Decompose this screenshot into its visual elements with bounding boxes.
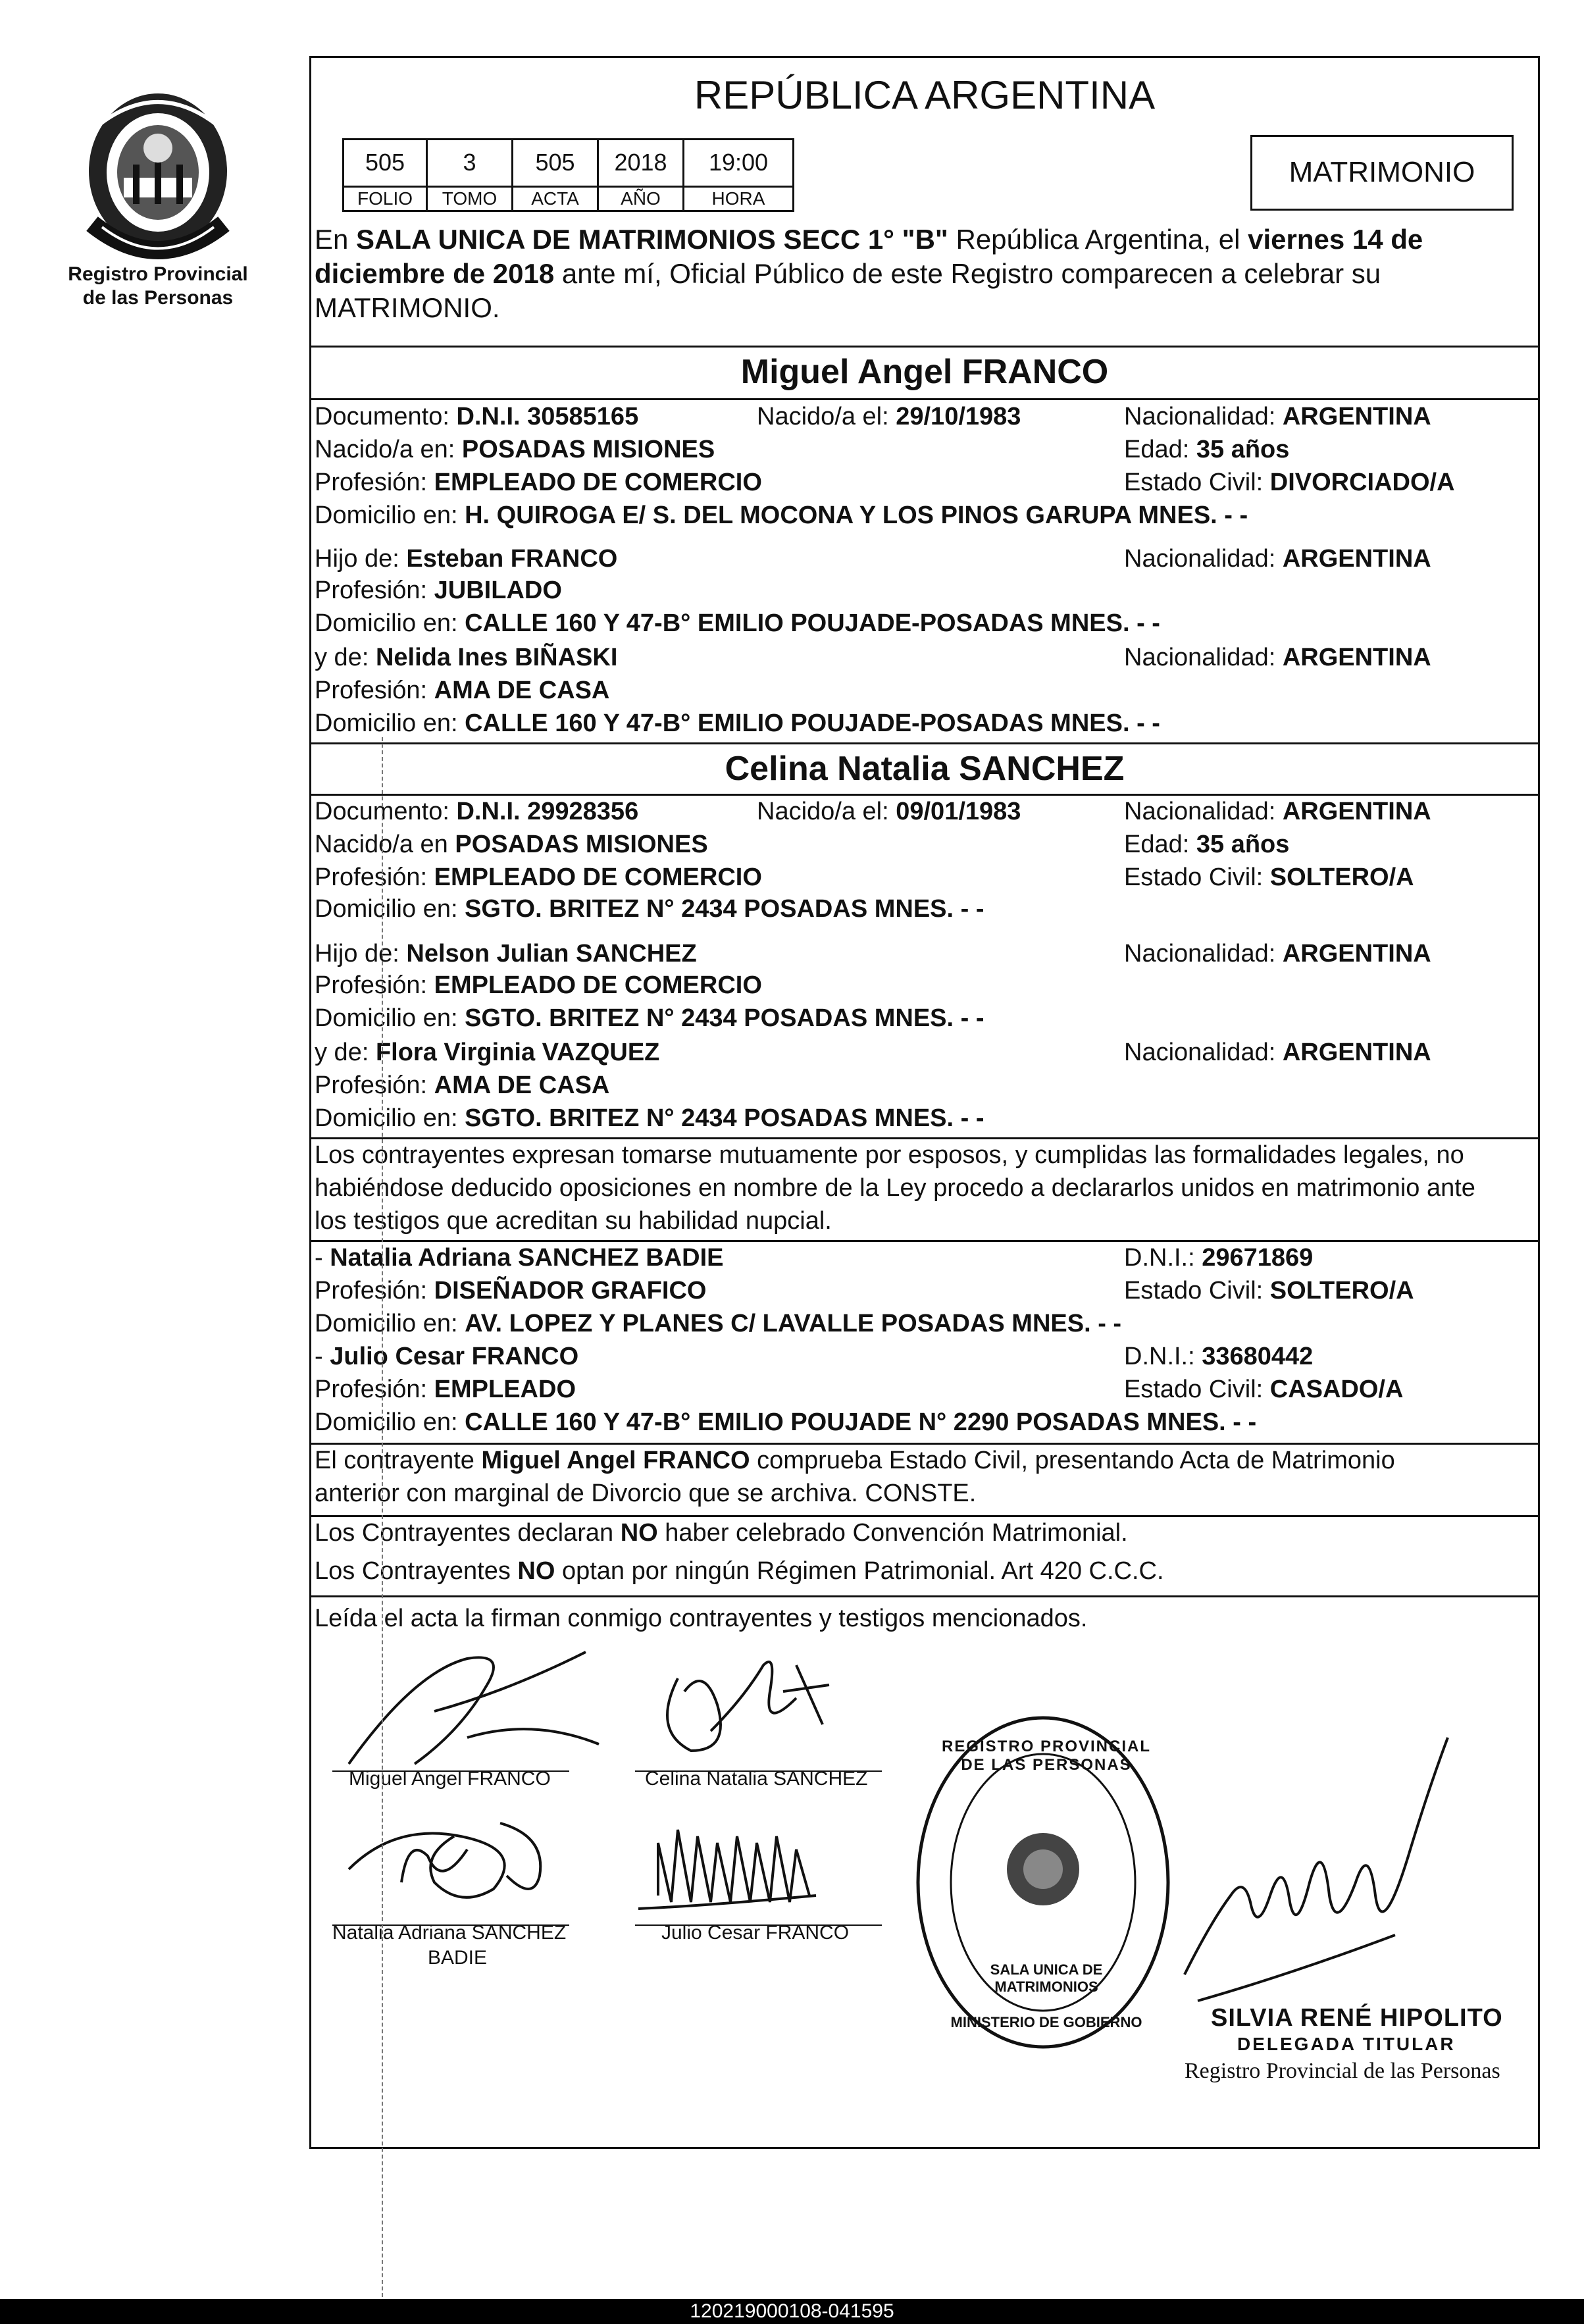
groom-father-nationality: Nacionalidad: ARGENTINA — [1124, 545, 1431, 573]
intro-line1: En SALA UNICA DE MATRIMONIOS SECC 1° "B" República Argentina, el viernes 14 de — [315, 224, 1423, 255]
groom-mother: y de: Nelida Ines BIÑASKI — [315, 644, 618, 671]
official-role: DELEGADA TITULAR — [1237, 2034, 1456, 2054]
signature-groom-icon — [336, 1632, 612, 1777]
stamp-inner-text: SALA UNICA DE MATRIMONIOS — [990, 1961, 1103, 1995]
note-line2: anterior con marginal de Divorcio que se archiva. CONSTE. — [315, 1480, 977, 1507]
intro-line3: MATRIMONIO. — [315, 292, 500, 323]
declaration-line3: los testigos que acreditan su habilidad nupcial. — [315, 1207, 832, 1235]
bride-mother-nationality: Nacionalidad: ARGENTINA — [1124, 1039, 1431, 1066]
signature-witness1-caption: Natalia Adriana SANCHEZ — [332, 1922, 567, 1944]
acta-label: ACTA — [511, 186, 599, 212]
stamp-bottom-text: MINISTERIO DE GOBIERNO — [950, 2014, 1142, 2030]
groom-mother-nationality: Nacionalidad: ARGENTINA — [1124, 644, 1431, 671]
stamp-outer-text: REGISTRO PROVINCIAL DE LAS PERSONAS — [941, 1738, 1152, 1774]
signature-witness2-icon — [632, 1797, 869, 1928]
acta-value: 505 — [511, 138, 599, 188]
bride-address: Domicilio en: SGTO. BRITEZ N° 2434 POSADAS MNES. - - — [315, 895, 984, 923]
witness2-civil-status: Estado Civil: CASADO/A — [1124, 1376, 1404, 1403]
witness1-name: - Natalia Adriana SANCHEZ BADIE — [315, 1244, 724, 1272]
bride-mother-profession: Profesión: AMA DE CASA — [315, 1072, 610, 1099]
bride-civil-status: Estado Civil: SOLTERO/A — [1124, 864, 1414, 891]
witness1-address: Domicilio en: AV. LOPEZ Y PLANES C/ LAVALLE POSADAS MNES. - - — [315, 1310, 1122, 1337]
signature-bride-icon — [632, 1639, 842, 1770]
declaration-line2: habiéndose deducido oposiciones en nombre de la Ley procedo a declararlos unidos en matrimonio ante — [315, 1174, 1475, 1202]
divider — [309, 742, 1540, 744]
divider — [309, 398, 1540, 400]
bride-father-address: Domicilio en: SGTO. BRITEZ N° 2434 POSADAS MNES. - - — [315, 1004, 984, 1032]
groom-born: Nacido/a el: 29/10/1983 — [757, 403, 1021, 430]
hora-label: HORA — [682, 186, 794, 212]
bride-profession: Profesión: EMPLEADO DE COMERCIO — [315, 864, 762, 891]
witness1-dni: D.N.I.: 29671869 — [1124, 1244, 1314, 1272]
margin-dash — [382, 737, 383, 2304]
bride-born: Nacido/a el: 09/01/1983 — [757, 798, 1021, 825]
bride-doc: Documento: D.N.I. 29928356 — [315, 798, 639, 825]
bride-father-nationality: Nacionalidad: ARGENTINA — [1124, 940, 1431, 968]
groom-age: Edad: 35 años — [1124, 436, 1290, 463]
province-seal-icon — [72, 86, 243, 263]
note-line1: El contrayente Miguel Angel FRANCO comprueba Estado Civil, presentando Acta de Matrimonio — [315, 1447, 1395, 1474]
bride-age: Edad: 35 años — [1124, 831, 1290, 858]
hora-value: 19:00 — [682, 138, 794, 188]
bride-birthplace: Nacido/a en POSADAS MISIONES — [315, 831, 708, 858]
divider — [309, 1515, 1540, 1517]
folio-label: FOLIO — [342, 186, 428, 212]
witness1-profession: Profesión: DISEÑADOR GRAFICO — [315, 1277, 707, 1304]
declaration-line1: Los contrayentes expresan tomarse mutuamente por esposos, y cumplidas las formalidades legales, no — [315, 1141, 1464, 1169]
bride-father-profession: Profesión: EMPLEADO DE COMERCIO — [315, 971, 762, 999]
bride-mother-address: Domicilio en: SGTO. BRITEZ N° 2434 POSADAS MNES. - - — [315, 1104, 984, 1132]
anio-label: AÑO — [597, 186, 684, 212]
witness2-name: - Julio Cesar FRANCO — [315, 1343, 579, 1370]
footer-barcode-text: 120219000108-041595 — [690, 2300, 894, 2322]
groom-civil-status: Estado Civil: DIVORCIADO/A — [1124, 469, 1455, 496]
groom-birthplace: Nacido/a en: POSADAS MISIONES — [315, 436, 715, 463]
witness2-profession: Profesión: EMPLEADO — [315, 1376, 576, 1403]
signatures-intro: Leída el acta la firman conmigo contrayentes y testigos mencionados. — [315, 1605, 1088, 1632]
signature-witness1-caption-2: BADIE — [428, 1947, 488, 1969]
signature-official-icon — [1158, 1724, 1461, 2014]
bride-nationality: Nacionalidad: ARGENTINA — [1124, 798, 1431, 825]
groom-address: Domicilio en: H. QUIROGA E/ S. DEL MOCONA Y LOS PINOS GARUPA MNES. - - — [315, 502, 1248, 529]
divider — [309, 1595, 1540, 1597]
groom-mother-profession: Profesión: AMA DE CASA — [315, 677, 610, 704]
signature-groom-caption: Miguel Angel FRANCO — [349, 1768, 551, 1790]
signature-witness1-icon — [329, 1797, 566, 1928]
groom-father-profession: Profesión: JUBILADO — [315, 577, 562, 604]
tomo-value: 3 — [426, 138, 513, 188]
groom-profession: Profesión: EMPLEADO DE COMERCIO — [315, 469, 762, 496]
divider — [309, 346, 1540, 348]
groom-father: Hijo de: Esteban FRANCO — [315, 545, 618, 573]
groom-nationality: Nacionalidad: ARGENTINA — [1124, 403, 1431, 430]
intro-line2: diciembre de 2018 ante mí, Oficial Público de este Registro comparecen a celebrar su — [315, 258, 1381, 289]
anio-value: 2018 — [597, 138, 684, 188]
official-org: Registro Provincial de las Personas — [1185, 2059, 1500, 2083]
bride-father: Hijo de: Nelson Julian SANCHEZ — [315, 940, 697, 968]
divider — [309, 794, 1540, 796]
divider — [309, 1443, 1540, 1445]
groom-doc: Documento: D.N.I. 30585165 — [315, 403, 639, 430]
folio-value: 505 — [342, 138, 428, 188]
groom-name: Miguel Angel FRANCO — [740, 353, 1109, 391]
divider — [309, 1137, 1540, 1139]
official-name: SILVIA RENÉ HIPOLITO — [1211, 2004, 1503, 2032]
logo-caption-line1: Registro Provincial — [68, 263, 248, 285]
witness2-address: Domicilio en: CALLE 160 Y 47-B° EMILIO POUJADE N° 2290 POSADAS MNES. - - — [315, 1408, 1257, 1436]
regime-line2: Los Contrayentes NO optan por ningún Régimen Patrimonial. Art 420 C.C.C. — [315, 1557, 1164, 1585]
tomo-label: TOMO — [426, 186, 513, 212]
logo — [72, 86, 243, 263]
divider — [309, 1240, 1540, 1242]
bride-mother: y de: Flora Virginia VAZQUEZ — [315, 1039, 660, 1066]
signature-witness2-caption: Julio Cesar FRANCO — [661, 1922, 850, 1944]
groom-mother-address: Domicilio en: CALLE 160 Y 47-B° EMILIO POUJADE-POSADAS MNES. - - — [315, 710, 1160, 737]
page-title: REPÚBLICA ARGENTINA — [694, 73, 1156, 117]
signature-bride-caption: Celina Natalia SANCHEZ — [645, 1768, 868, 1790]
bride-name: Celina Natalia SANCHEZ — [725, 750, 1125, 788]
regime-line1: Los Contrayentes declaran NO haber celebrado Convención Matrimonial. — [315, 1519, 1128, 1547]
witness2-dni: D.N.I.: 33680442 — [1124, 1343, 1314, 1370]
doc-type-box: MATRIMONIO — [1250, 135, 1514, 211]
witness1-civil-status: Estado Civil: SOLTERO/A — [1124, 1277, 1414, 1304]
groom-father-address: Domicilio en: CALLE 160 Y 47-B° EMILIO POUJADE-POSADAS MNES. - - — [315, 609, 1160, 637]
logo-caption-line2: de las Personas — [82, 287, 234, 309]
